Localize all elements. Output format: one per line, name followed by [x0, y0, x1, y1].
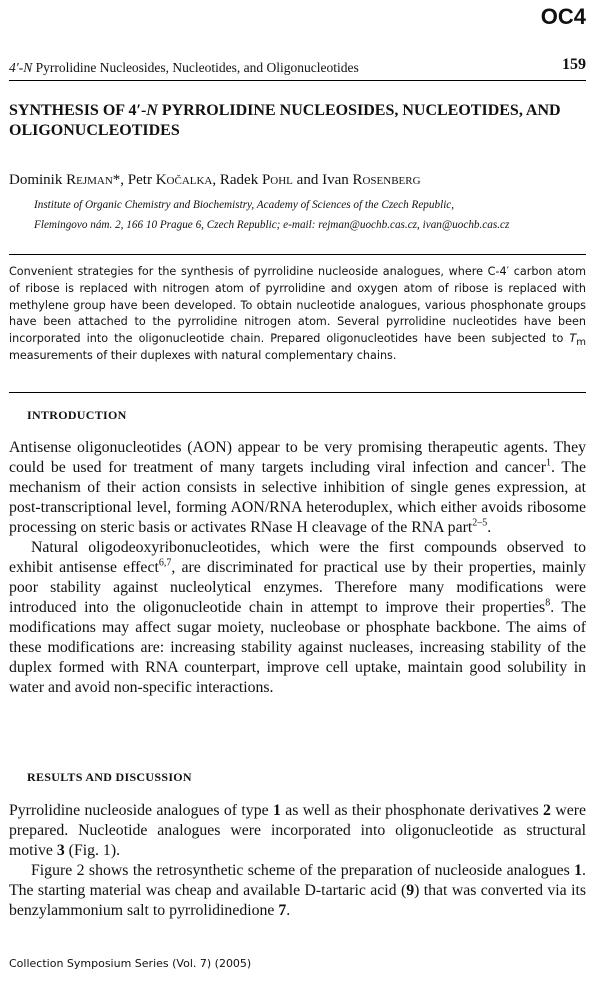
introduction-body — [9, 438, 586, 698]
author: Dominik Rejman*, — [9, 172, 128, 188]
section-code: OC4 — [540, 4, 586, 29]
divider — [9, 392, 586, 393]
author-list — [9, 172, 586, 189]
paper-title: SYNTHESIS OF 4′-N PYRROLIDINE NUCLEOSIDES, NUCLEOTIDES, AND OLIGONUCLEOTIDES — [9, 102, 561, 139]
affiliation-line: Institute of Organic Chemistry and Biochemistry, Academy of Sciences of the Czech Republic, — [34, 199, 455, 211]
affiliation — [34, 195, 586, 235]
author: Petr Kočalka, — [127, 172, 220, 188]
author: Ivan Rosenberg — [322, 172, 421, 188]
paragraph: Natural oligodeoxyribonucleotides, which were the first compounds observed to exhibit antisense effect$^{6,7}$, are discriminated for practical use by their properties, mainly poor stability against nucleolytical enzymes. Therefore many modifications were introduced into the oligonucleotide chain in attempt to improve their properties$^8$. The modifications may affect sugar moiety, nucleobase or phosphate backbone. The aims of these modifications are: increasing stability against nucleases, increasing stability of the duplex formed with RNA counterpart, improve cell uptake, maintain good solubility in water and avoid non-specific interactions. — [9, 539, 586, 696]
paragraph: Antisense oligonucleotides (AON) appear to be very promising therapeutic agents. They could be used for treatment of many targets including viral infection and cancer$^1$. The mechanism of their action consists in selective inhibition of single genes expression, at post-transcriptional level, forming AON/RNA heteroduplex, which either avoids ribosome processing on steric basis or activates RNase H cleavage of the RNA part$^{2-5}$. — [9, 439, 586, 536]
divider — [9, 254, 586, 255]
heading-results: RESULTS AND DISCUSSION — [27, 770, 192, 784]
heading-introduction: INTRODUCTION — [27, 408, 127, 422]
abstract: Convenient strategies for the synthesis of pyrrolidine nucleoside analogues, where C-4′ carbon atom of ribose is replaced with nitrogen atom of pyrrolidine and oxygen atom of ribose is replaced with methylene group have been developed. To obtain nucleotide analogues, various phosphonate groups have been attached to the pyrrolidine nitrogen atom. Several pyrrolidine nucleotides have been incorporated into the oligonucleotide chain. Prepared oligonucleotides have been subjected to $T_m$ measurements of their duplexes with natural complementary chains. — [9, 265, 586, 362]
author: Radek Pohl and — [219, 172, 323, 188]
page-number: 159 — [562, 56, 586, 73]
paragraph: Pyrrolidine nucleoside analogues of type 1 as well as their phosphonate derivatives 2 were prepared. Nucleotide analogues were incorporated into oligonucleotide as structural motive 3 (Fig. 1). — [9, 802, 586, 859]
affiliation-line: Flemingovo nám. 2, 166 10 Prague 6, Czech Republic; e-mail: rejman@uochb.cas.cz, ivan@uochb.cas.cz — [34, 219, 510, 231]
results-body — [9, 801, 586, 921]
running-head-title: 4′-N Pyrrolidine Nucleosides, Nucleotides, and Oligonucleotides — [9, 60, 359, 75]
running-head — [9, 54, 586, 81]
paragraph: Figure 2 shows the retrosynthetic scheme of the preparation of nucleoside analogues 1. The starting material was cheap and available D-tartaric acid (9) that was converted via its benzylammonium salt to pyrrolidinedione 7. — [9, 862, 586, 919]
footer: Collection Symposium Series (Vol. 7) (2005) — [9, 957, 252, 970]
